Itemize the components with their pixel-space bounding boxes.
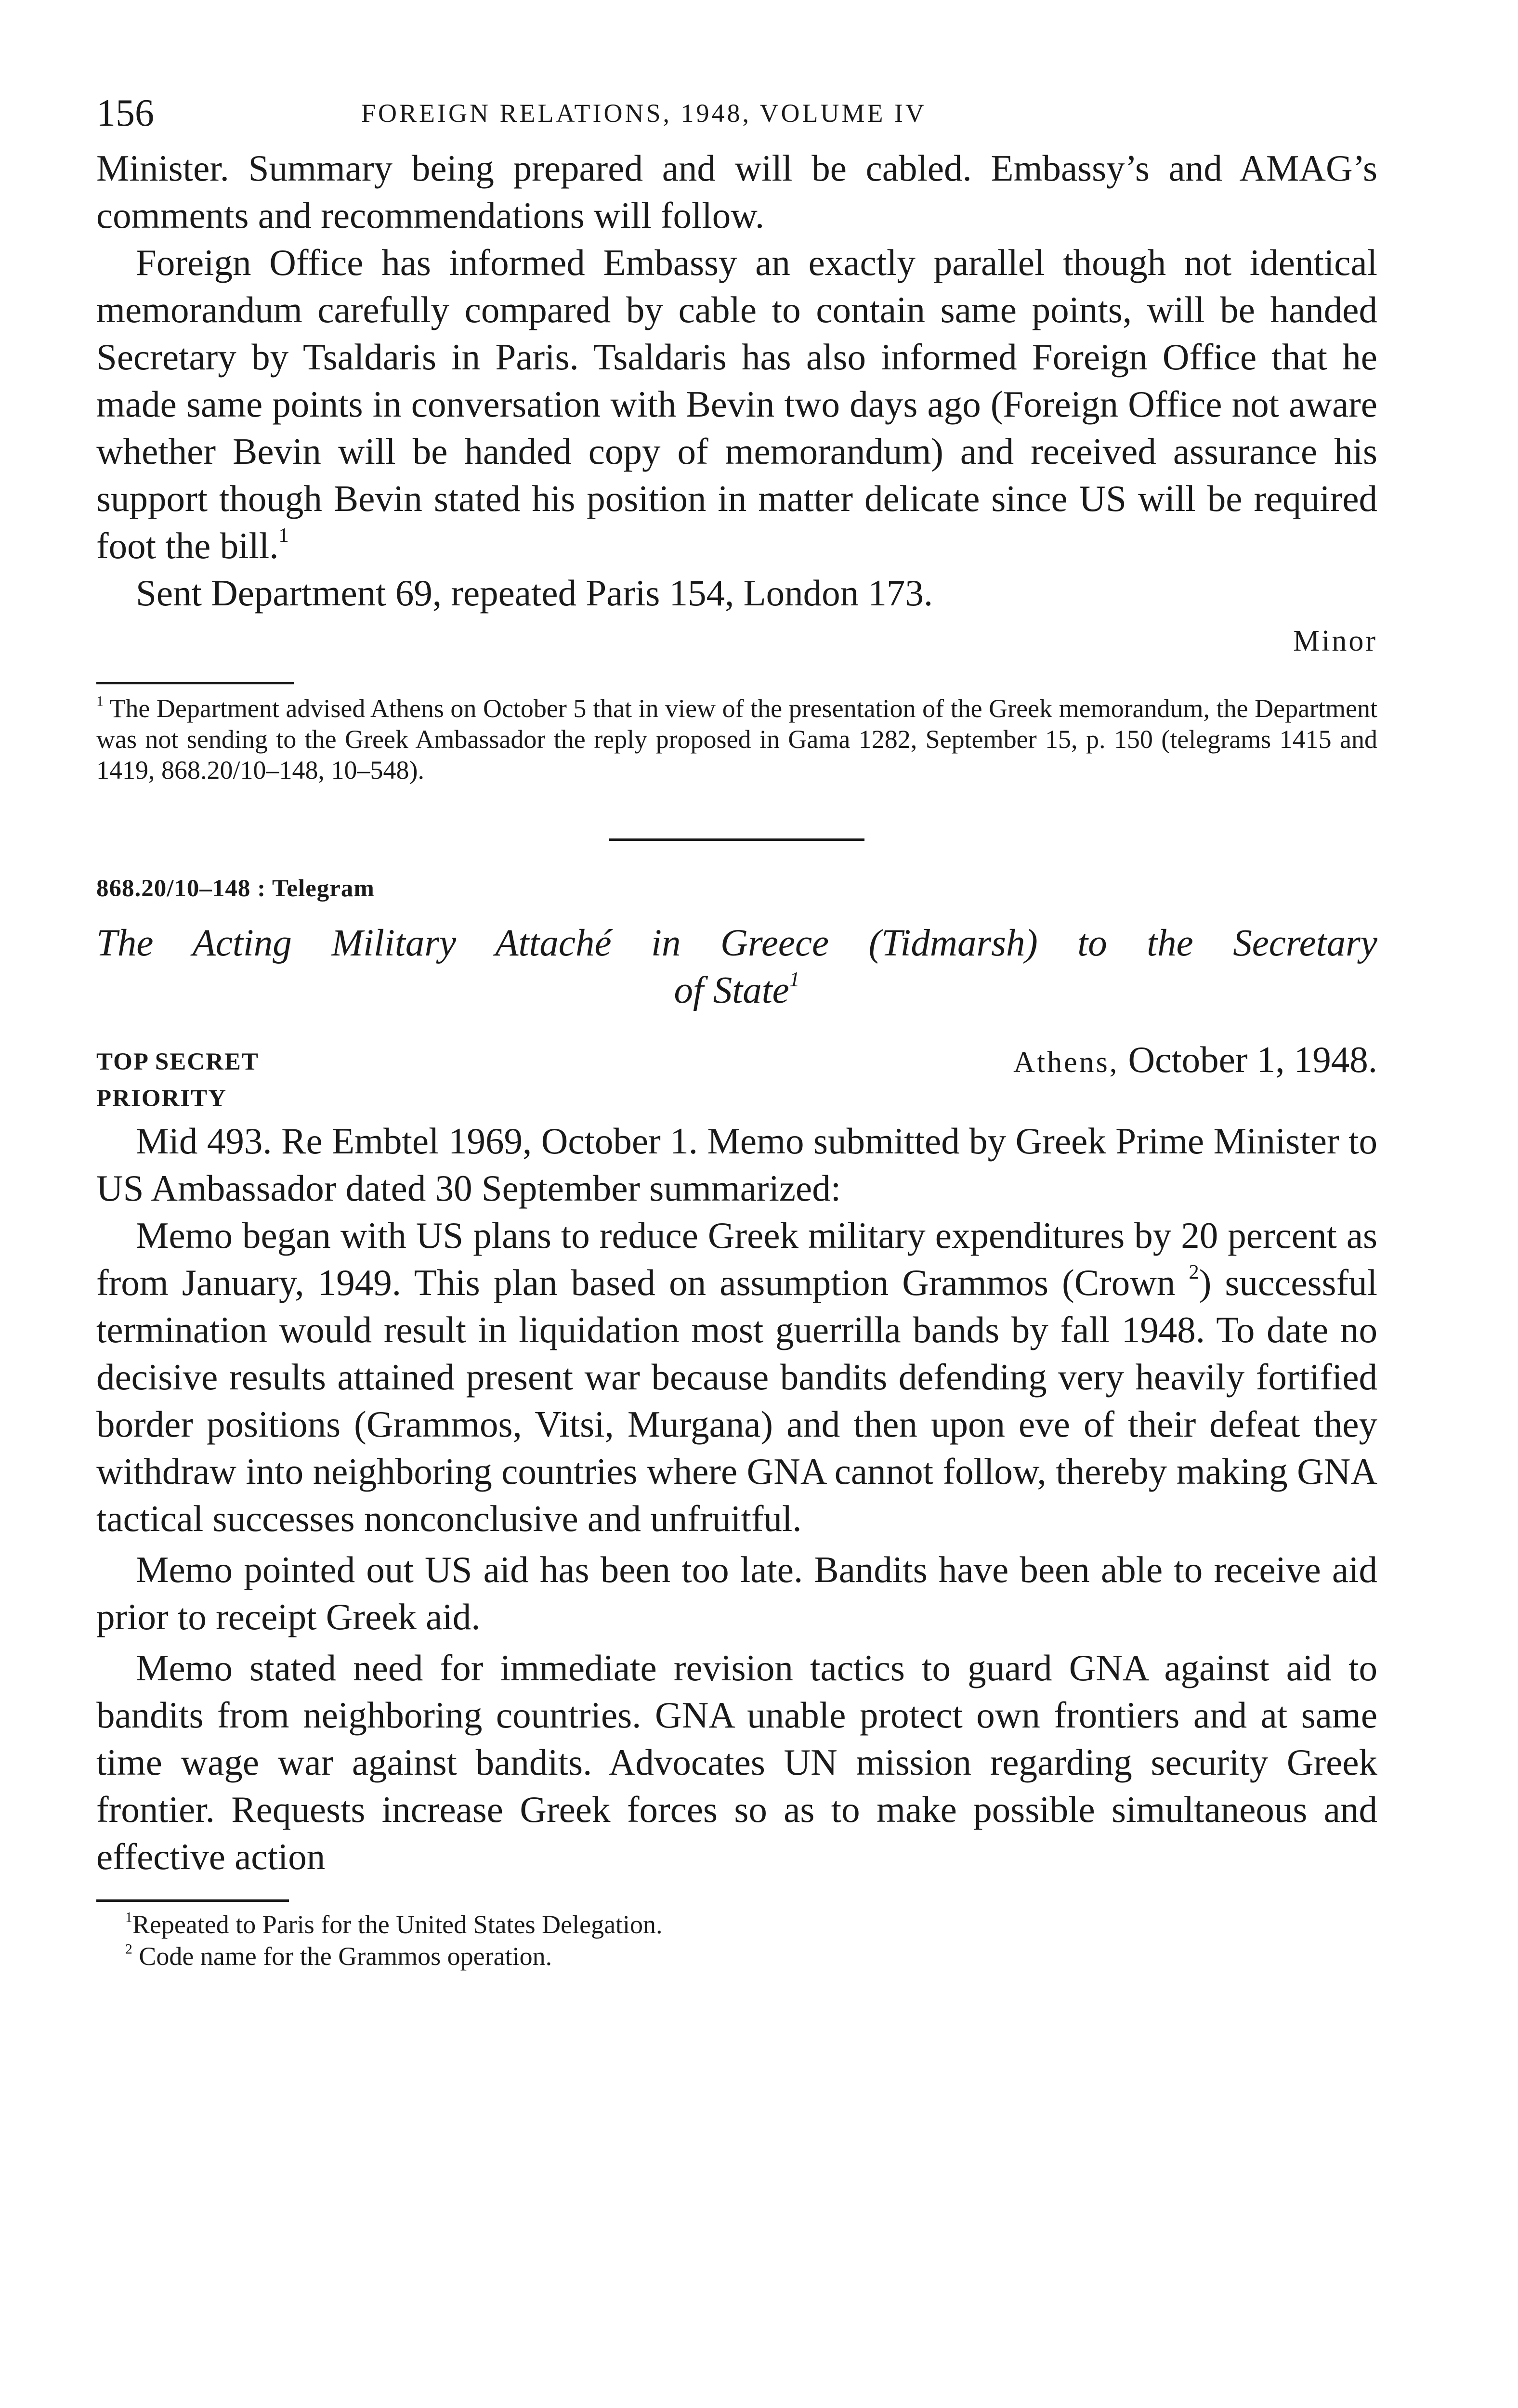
prev-paragraph-2 [96, 239, 1377, 569]
footnote-rule [96, 682, 294, 684]
prev-paragraph-1: Minister. Summary being prepared and will be cabled. Embassy’s and AMAG’s comments and recommendations will follow. [96, 147, 1377, 236]
dateline-date: October 1, 1948. [1128, 1039, 1377, 1080]
document-title [96, 920, 1377, 1014]
priority-marking: PRIORITY [96, 1085, 227, 1112]
telegram-paragraph-2 [96, 1212, 1377, 1542]
bottom-footnote-rule [96, 1899, 289, 1902]
title-footnote-ref: 1 [789, 968, 800, 991]
dateline-row [96, 1038, 1377, 1082]
footnote [96, 693, 1377, 785]
footnote-text: The Department advised Athens on October 5 that in view of the presentation of the Greek memorandum, the Department was not sending to the Greek Ambassador the reply proposed in Gama 1282, September 15, p. 150 (telegrams 1415 and 1419, 868.20/10–148, 10–548). [96, 694, 1377, 785]
running-title: FOREIGN RELATIONS, 1948, VOLUME IV [361, 99, 927, 128]
telegram-paragraph-3: Memo pointed out US aid has been too late. Bandits have been able to receive aid prior to receipt Greek aid. [96, 1549, 1377, 1637]
telegram-paragraph-1: Mid 493. Re Embtel 1969, October 1. Memo submitted by Greek Prime Minister to US Ambassador dated 30 September summarized: [96, 1120, 1377, 1209]
file-reference: 868.20/10–148 : Telegram [96, 875, 375, 902]
telegram-paragraph-2-a: Memo began with US plans to reduce Greek military expenditures by 20 percent as from January, 1949. This plan based on assumption Grammos (Crown [96, 1215, 1377, 1303]
document-title-line-1: The Acting Military Attaché in Greece (Tidmarsh) to the Secretary [96, 922, 1377, 964]
classification: TOP SECRET [96, 1048, 259, 1075]
document-page [96, 92, 1377, 1972]
footnote-ref: 1 [278, 524, 289, 547]
bottom-footnote-2 [96, 1940, 1377, 1972]
bottom-footnote-1-marker: 1 [125, 1910, 132, 1925]
dateline [1013, 1038, 1377, 1081]
bottom-footnote-1 [96, 1909, 1377, 1940]
running-head [96, 92, 1377, 144]
prev-paragraph-2-text: Foreign Office has informed Embassy an exactly parallel though not identical memorandum carefully compared by cable to contain same points, will be handed Secretary by Tsaldaris in Paris. Tsaldaris has also informed Foreign Office that he made same points in conversation with Bevin two days ago (Foreign Office not aware whether Bevin will be handed copy of memorandum) and received assurance his support though Bevin stated his position in matter delicate since US will be required foot the bill. [96, 242, 1377, 566]
crown-footnote-ref: 2 [1189, 1261, 1199, 1284]
footnote-marker: 1 [96, 694, 104, 709]
page-number: 156 [96, 92, 154, 134]
telegram-paragraph-2-b: ) successful termination would result in liquidation most guerrilla bands by fall 1948. To date no decisive results attained present war because bandits defending very heavily fortified border positions (Grammos, Vitsi, Murgana) and then upon eve of their defeat they withdraw into neighboring countries where GNA cannot follow, thereby making GNA tactical successes nonconclusive and unfruitful. [96, 1262, 1377, 1539]
dateline-place: Athens, [1013, 1046, 1119, 1079]
document-title-line-2 [96, 967, 1377, 1014]
document-title-line-2-text: of State [674, 969, 789, 1011]
bottom-footnote-2-text: Code name for the Grammos operation. [139, 1942, 552, 1971]
signature: Minor [1293, 625, 1377, 657]
bottom-footnote-2-marker: 2 [125, 1941, 132, 1957]
bottom-footnote-1-text: Repeated to Paris for the United States Delegation. [132, 1910, 663, 1939]
prev-paragraph-3: Sent Department 69, repeated Paris 154, London 173. [136, 572, 933, 614]
telegram-paragraph-4: Memo stated need for immediate revision tactics to guard GNA against aid to bandits from neighboring countries. GNA unable protect own frontiers and at same time wage war against bandits. Advocates UN mission regarding security Greek frontier. Requests increase Greek forces so as to make possible simultaneous and effective action [96, 1647, 1377, 1877]
document-separator [609, 838, 864, 841]
